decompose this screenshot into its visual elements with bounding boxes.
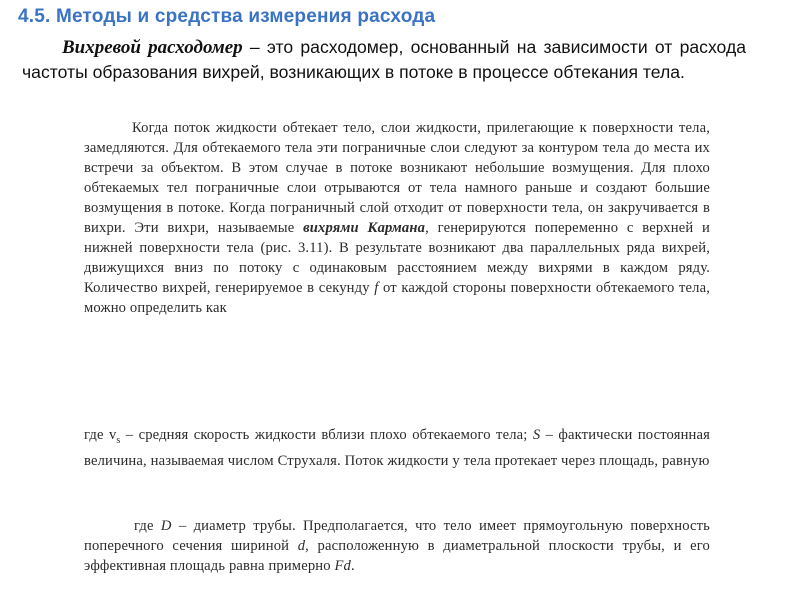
formula-placeholder [84, 370, 710, 420]
scan-p1-term: вихрями Кармана [303, 220, 426, 236]
intro-paragraph [22, 35, 746, 84]
scan-p2-text-c: – фактически постоянная величина, называемая числом Струхаля. Поток жидкости у тела протекает через площадь, равную [84, 427, 710, 469]
scan-p3-text-a: где [134, 518, 161, 534]
scan-p2-text-b: – средняя скорость жидкости вблизи плохо обтекаемого тела; [120, 427, 533, 443]
scan-p1-text-a: Когда поток жидкости обтекает тело, слои жидкости, прилегающие к поверхности тела, замедляются. Для обтекаемого тела эти пограничные слои следуют за контуром тела до места их встречи за объектом. В этом случае в потоке возникают небольшие возмущения. Для плохо обтекаемых тел пограничные слои отрываются от тела намного раньше и создают большие возмущения в потоке. Когда пограничный слой отходит от поверхности тела, он закручивается в вихри. Эти вихри, называемые [84, 120, 710, 236]
scan-p2-symbol-s: S [532, 427, 541, 443]
intro-text: – это расходомер, основанный на зависимости от расхода частоты образования вихрей, возникающих в потоке в процессе обтекания тела. [22, 37, 746, 82]
scan-p3-text-c: , расположенную в диаметральной плоскости трубы, и его эффективная площадь равна примерно [84, 538, 710, 574]
scan-p1-text-c: от каждой стороны поверхности обтекаемого тела, можно определить как [84, 280, 711, 316]
scan-p3-text-b: – диаметр трубы. Предполагается, что тело имеет прямоугольную поверхность поперечного сечения шириной [84, 518, 710, 554]
scan-p2-text-a: где v [84, 427, 117, 443]
scan-p1-text-b: , генерируются попеременно с верхней и нижней поверхности тела (рис. 3.11). В результате возникают два параллельных ряда вихрей, движущихся вниз по потоку с одинаковым расстоянием между вихрями в каждом ряду. Количество вихрей, генерируемое в секунду [84, 220, 710, 296]
scan-p3-text-end: . [351, 558, 355, 574]
scan-p3-symbol-d-upper: D [160, 518, 172, 534]
scan-p3-symbol-fd: Fd [334, 558, 351, 574]
scanned-paragraph-pipe [84, 516, 710, 576]
scan-p1-symbol-f: f [374, 280, 379, 296]
scan-p2-subscript: s [116, 434, 121, 446]
intro-term: Вихревой расходомер [62, 37, 243, 58]
slide-title: 4.5. Методы и средства измерения расхода [18, 6, 436, 27]
scan-p3-symbol-d-lower: d [297, 538, 306, 554]
scanned-paragraph-strouhal [84, 425, 710, 471]
scanned-paragraph-karman [84, 118, 710, 318]
